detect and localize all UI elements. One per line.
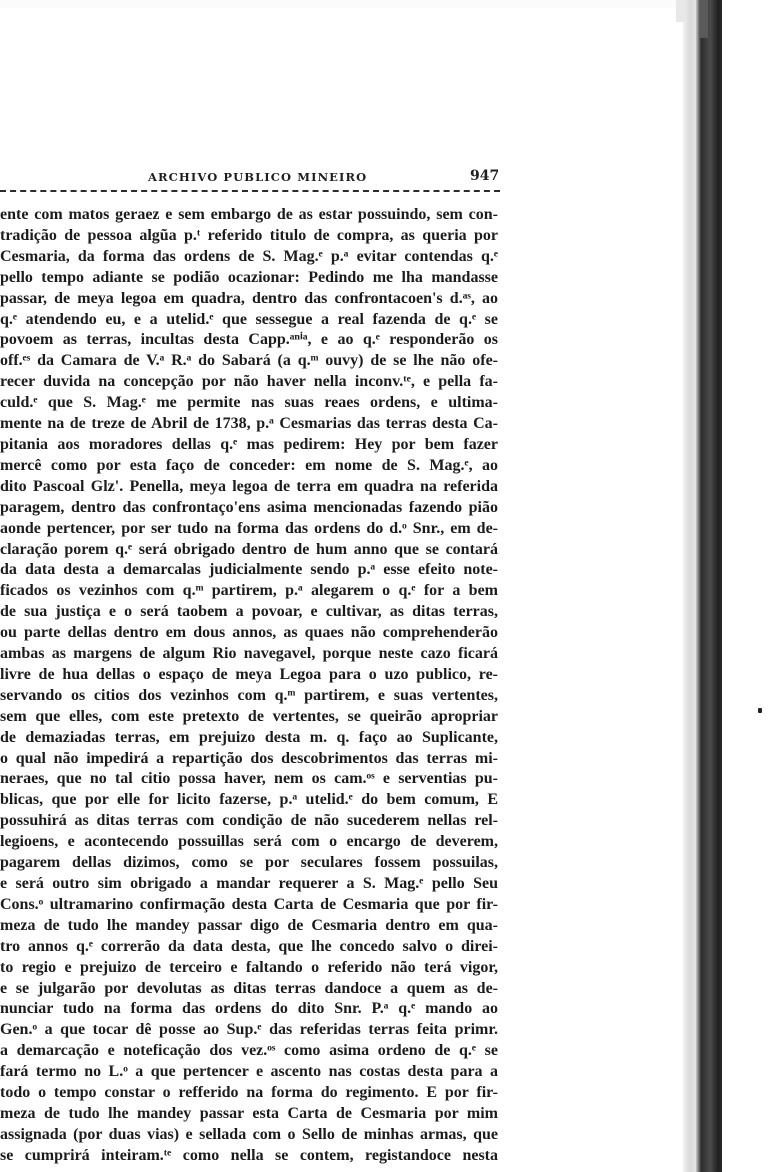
page-margin-right (722, 0, 776, 1172)
text-line: ou parte dellas dentro em dous annos, as quaes não comprehenderão (0, 624, 498, 642)
text-line: da data desta a demarcalas judicialmente sendo p.ᵃ esse efeito note- (0, 561, 498, 579)
text-line: dito Pascoal Glz'. Penella, meya legoa de terra em quadra na referida (0, 477, 498, 495)
text-line: pello tempo adiante se podião ocazionar: Pedindo me lha mandasse (0, 268, 498, 286)
text-line: paragem, dentro das confrontaço'ens asima mencionadas fazendo pião (0, 498, 498, 516)
running-title: ARCHIVO PUBLICO MINEIRO (148, 170, 368, 184)
page-number: 947 (470, 168, 500, 184)
text-line: todo o tempo constar o refferido na forma do regimento. E por fir- (0, 1084, 498, 1102)
text-line: culd.ᵉ que S. Mag.ᵉ me permite nas suas reaes ordens, e ultima- (0, 394, 498, 412)
text-line: servando os citios dos vezinhos com q.ᵐ partirem, e suas vertentes, (0, 686, 498, 704)
text-line: Gen.ᵒ a que tocar dê posse ao Sup.ᵉ das referidas terras feita primr. (0, 1021, 498, 1039)
text-line: a demarcação e noteficação dos vez.ᵒˢ como asima ordeno de q.ᵉ se (0, 1042, 498, 1060)
text-line: e se julgarão por devolutas as ditas terras dandoce a quem as de- (0, 979, 498, 997)
text-line: to regio e prejuizo de terceiro e faltando o referido não terá vigor, (0, 958, 498, 976)
text-line: tradição de pessoa algũa p.ᵗ referido titulo de compra, as queria por (0, 226, 498, 244)
text-line: assignada (por duas vias) e sellada com o Sello de minhas armas, que (0, 1125, 498, 1143)
text-line: meza de tudo lhe mandey passar esta Carta de Cesmaria por mim (0, 1104, 498, 1122)
text-line: legioens, e acontecendo possuillas será com o encargo de deverem, (0, 833, 498, 851)
text-line: fará termo no L.ᵒ a que pertencer e ascento nas costas desta para a (0, 1063, 498, 1081)
text-line: passar, de meya legoa em quadra, dentro das confrontacoen's d.ᵃˢ, ao (0, 289, 498, 307)
text-line: mercê como por esta faço de conceder: em nome de S. Mag.ᵉ, ao (0, 456, 498, 474)
text-line: Cesmaria, da forma das ordens de S. Mag.ᵉ p.ᵃ evitar contendas q.ᵉ (0, 247, 498, 265)
text-line: q.ᵉ atendendo eu, e a utelid.ᵉ que sessegue a real fazenda de q.ᵉ se (0, 310, 498, 328)
text-line: livre de hua dellas o espaço de meya Legoa para o uzo publico, re- (0, 665, 498, 683)
ink-speck (758, 708, 762, 713)
text-line: ente com matos geraez e sem embargo de as estar possuindo, sem con- (0, 206, 498, 223)
text-line: mente na de treze de Abril de 1738, p.ᵃ Cesmarias das terras desta Ca- (0, 415, 498, 433)
book-binding (696, 0, 722, 1172)
running-head (0, 168, 500, 192)
text-line: se cumprirá inteiram.ᵗᵉ como nella se contem, registandoce nesta (0, 1146, 498, 1164)
text-line: ambas as margens de algum Rio navegavel, porque neste cazo ficará (0, 645, 498, 663)
binding-mark (676, 0, 686, 22)
text-line: meza de tudo lhe mandey passar digo de Cesmaria dentro em qua- (0, 916, 498, 934)
text-line: de sua justiça e o será taobem a povoar, e cultivar, as ditas terras, (0, 603, 498, 621)
body-text (0, 205, 498, 1167)
text-line: blicas, que por elle for licito fazerse, p.ᵃ utelid.ᵉ do bem comum, E (0, 791, 498, 809)
text-line: Cons.ᵒ ultramarino confirmação desta Carta de Cesmaria que por fir- (0, 895, 498, 913)
binding-mark (700, 0, 708, 38)
text-line: neraes, que no tal citio possa haver, nem os cam.ᵒˢ e serventias pu- (0, 770, 498, 788)
text-line: pitania aos moradores dellas q.ᵉ mas pedirem: Hey por bem fazer (0, 435, 498, 453)
page-top-edge (0, 0, 776, 8)
text-line: de demaziadas terras, em prejuizo desta m. q. faço ao Suplicante, (0, 728, 498, 746)
text-line: possuhirá as ditas terras com condição de não sucederem nellas rel- (0, 812, 498, 830)
text-line: aonde pertencer, por ser tudo na forma das ordens do d.ᵒ Snr., em de- (0, 519, 498, 537)
text-line: o qual não impedirá a repartição dos descobrimentos das terras mi- (0, 749, 498, 767)
text-line: pagarem dellas dizimos, como se por seculares fossem possuilas, (0, 854, 498, 872)
text-line: ficados os vezinhos com q.ᵐ partirem, p.ᵃ alegarem o q.ᵉ for a bem (0, 582, 498, 600)
text-line: povoem as terras, incultas desta Capp.ᵃⁿⁱᵃ, e ao q.ᵉ responderão os (0, 331, 498, 349)
text-line: off.ᵉˢ da Camara de V.ᵃ R.ᵃ do Sabará (a q.ᵐ ouvy) de se lhe não ofe- (0, 352, 498, 370)
text-line: tro annos q.ᵉ correrão da data desta, que lhe concedo salvo o direi- (0, 937, 498, 955)
text-line: recer duvida na concepção por não haver nella inconv.ᵗᵉ, e pella fa- (0, 373, 498, 391)
text-line: claração porem q.ᵉ será obrigado dentro de hum anno que se contará (0, 540, 498, 558)
text-line: nunciar tudo na forma das ordens do dito Snr. P.ᵃ q.ᵉ mando ao (0, 1000, 498, 1018)
text-line: sem que elles, com este pretexto de vertentes, se queirão apropriar (0, 707, 498, 725)
text-line: e será outro sim obrigado a mandar requerer a S. Mag.ᵉ pello Seu (0, 875, 498, 892)
